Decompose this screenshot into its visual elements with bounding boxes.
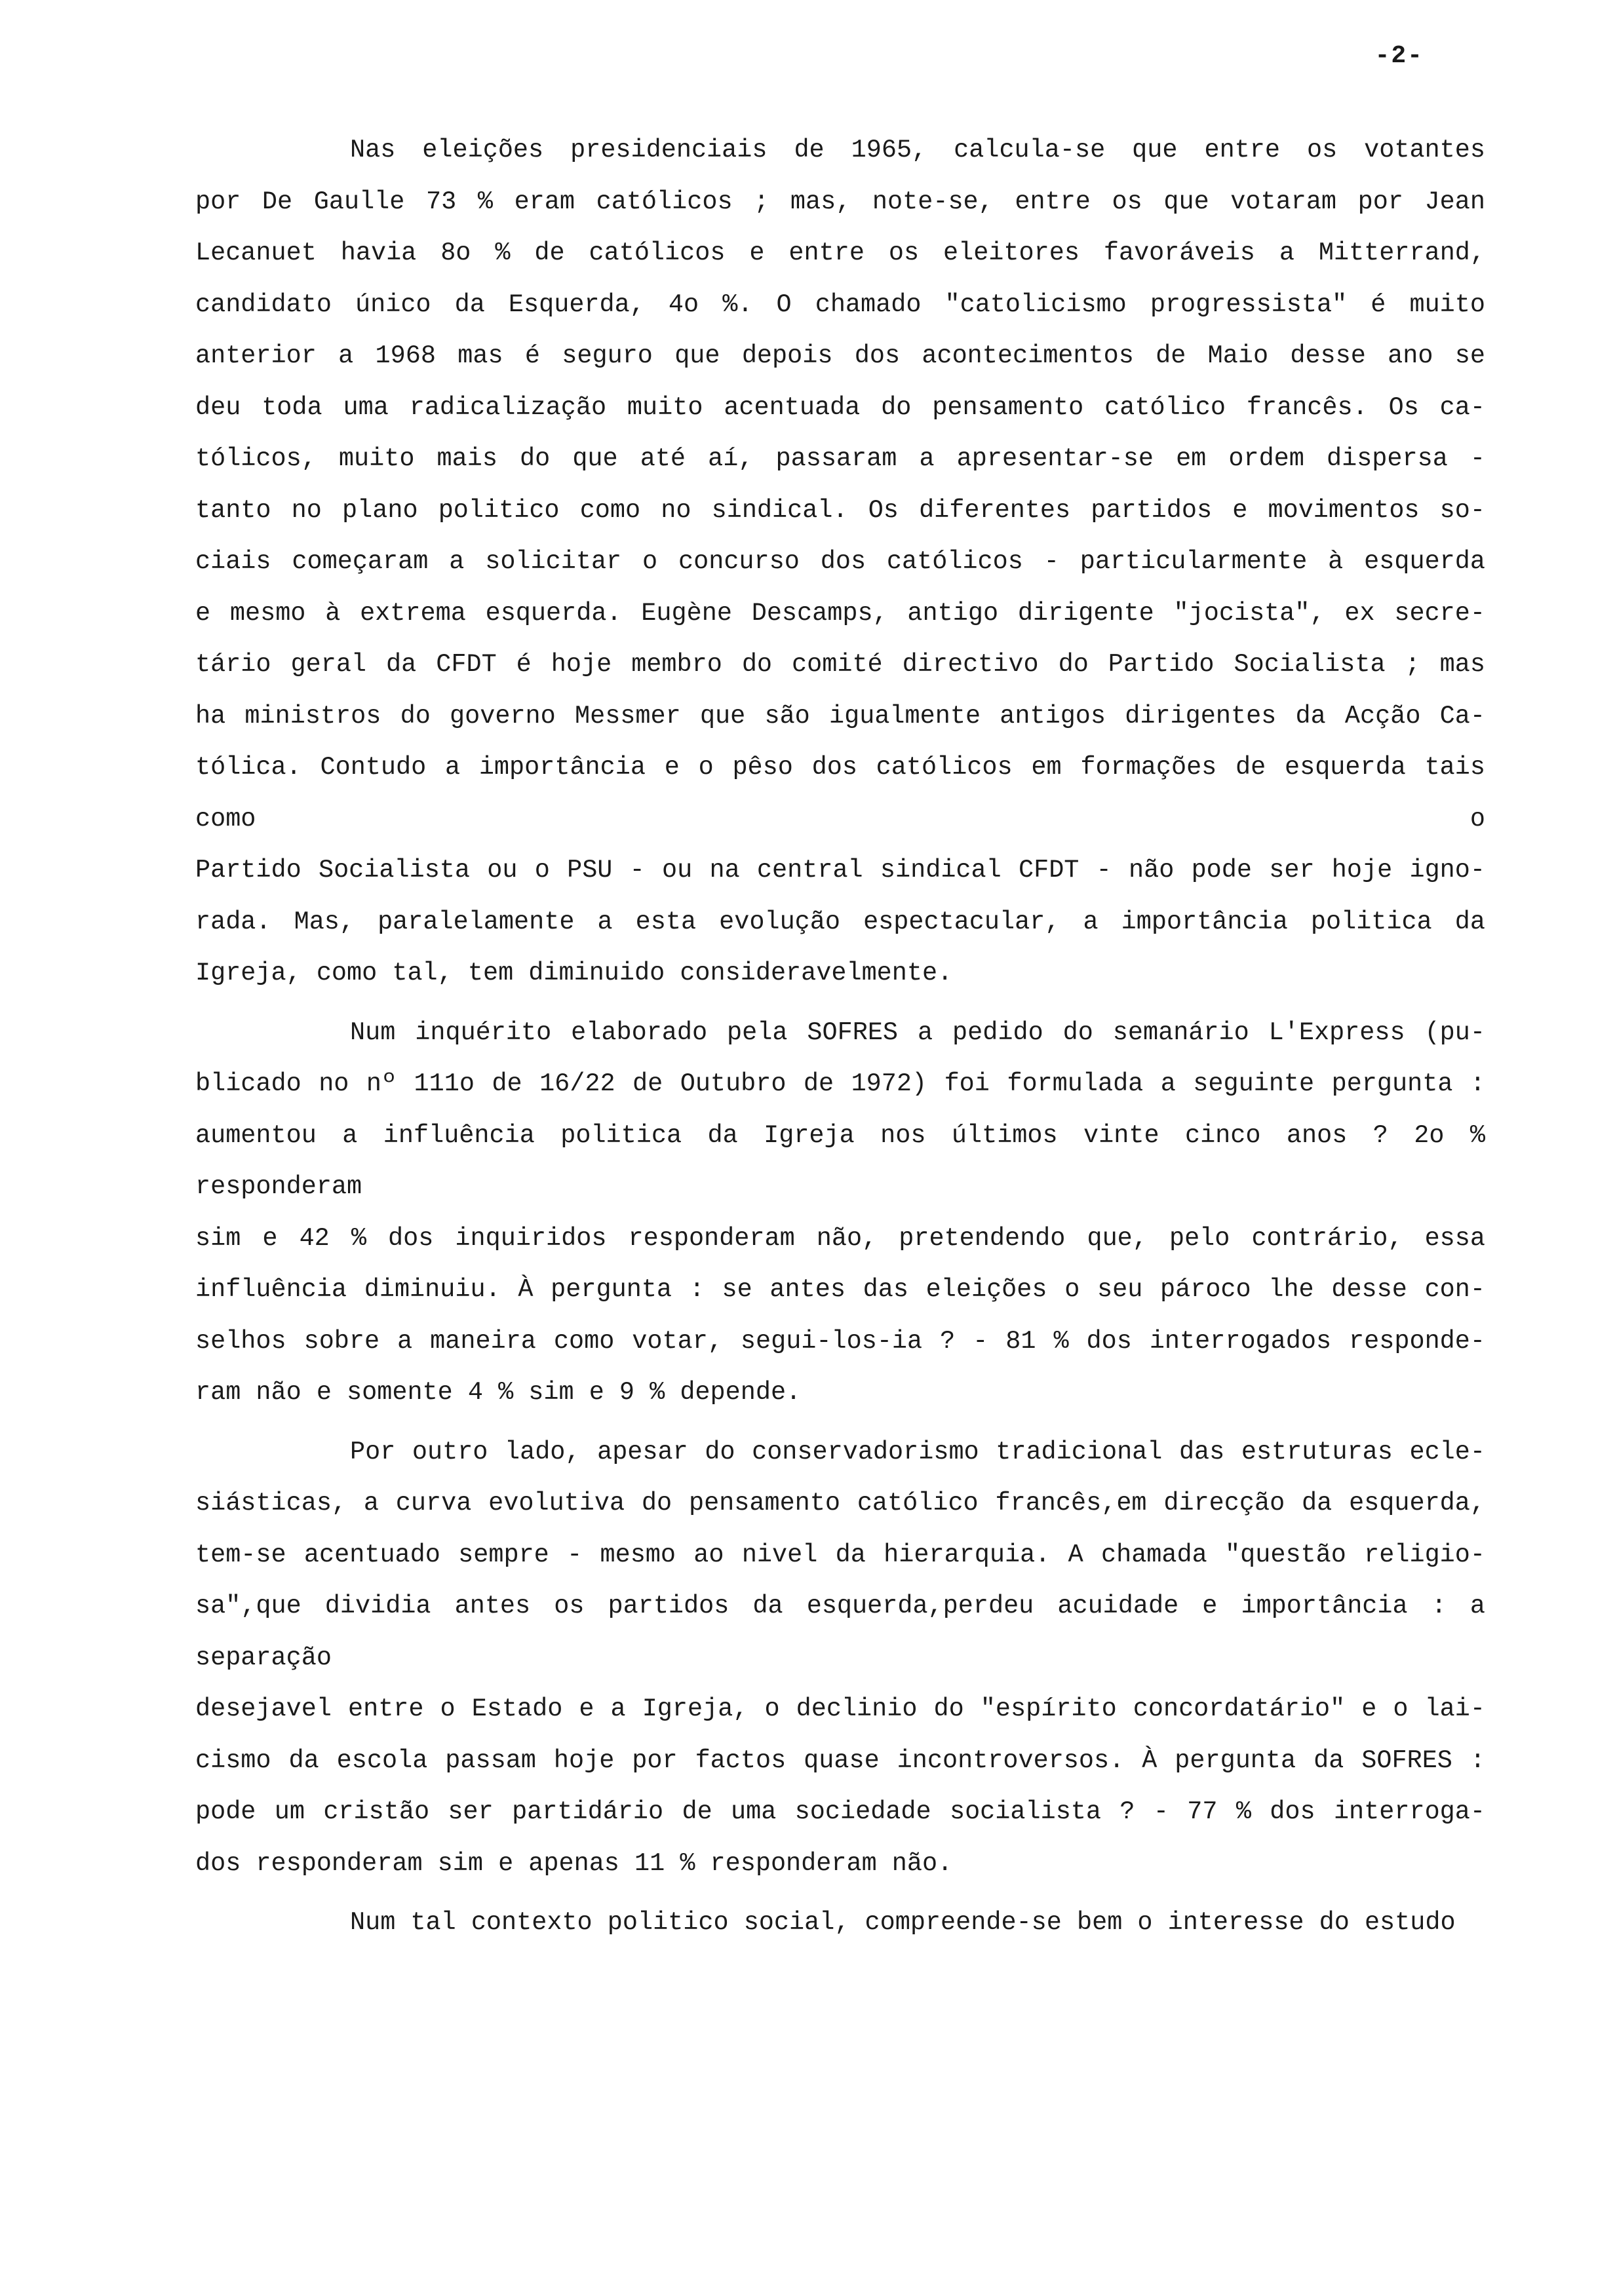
text-line: tário geral da CFDT é hoje membro do comité directivo do Partido Socialista ; mas [195, 650, 1485, 679]
text-line: aumentou a influência politica da Igreja nos últimos vinte cinco anos ? 2o % responderam [195, 1120, 1485, 1201]
text-line: Partido Socialista ou o PSU - ou na central sindical CFDT - não pode ser hoje igno- [195, 856, 1485, 885]
text-line: Por outro lado, apesar do conservadorismo tradicional das estruturas ecle- [350, 1437, 1485, 1466]
text-line: rada. Mas, paralelamente a esta evolução espectacular, a importância politica da [195, 907, 1485, 936]
text-line: ha ministros do governo Messmer que são igualmente antigos dirigentes da Acção Ca- [195, 701, 1485, 731]
text-line: Igreja, como tal, tem diminuido consideravelmente. [195, 959, 953, 987]
text-line: siásticas, a curva evolutiva do pensamento católico francês,em direcção da esquerda, [195, 1489, 1485, 1518]
text-line: Nas eleições presidenciais de 1965, calcula-se que entre os votantes [350, 136, 1485, 164]
document-body [195, 124, 1485, 1949]
text-line: desejavel entre o Estado e a Igreja, o declinio do "espírito concordatário" e o lai- [195, 1694, 1485, 1723]
paragraph [195, 1007, 1485, 1419]
text-line: blicado no nº 111o de 16/22 de Outubro de 1972) foi formulada a seguinte pergunta : [195, 1069, 1485, 1098]
text-line: Num inquérito elaborado pela SOFRES a pedido do semanário L'Express (pu- [350, 1018, 1485, 1047]
text-line: selhos sobre a maneira como votar, segui-los-ia ? - 81 % dos interrogados responde- [195, 1326, 1485, 1356]
text-line: Lecanuet havia 8o % de católicos e entre os eleitores favoráveis a Mitterrand, [195, 239, 1485, 267]
text-line: tanto no plano politico como no sindical. Os diferentes partidos e movimentos so- [195, 495, 1485, 525]
paragraph [195, 124, 1485, 999]
text-line: anterior a 1968 mas é seguro que depois dos acontecimentos de Maio desse ano se [195, 341, 1485, 370]
text-line: deu toda uma radicalização muito acentuada do pensamento católico francês. Os ca- [195, 392, 1485, 422]
paragraph [195, 1897, 1485, 1949]
text-line: ciais começaram a solicitar o concurso dos católicos - particularmente à esquerda [195, 547, 1485, 576]
text-line: sim e 42 % dos inquiridos responderam não, pretendendo que, pelo contrário, essa [195, 1223, 1485, 1253]
page-number: -2- [1374, 42, 1424, 70]
paragraph [195, 1426, 1485, 1890]
text-line: cismo da escola passam hoje por factos quase incontroversos. À pergunta da SOFRES : [195, 1746, 1485, 1775]
text-line: pode um cristão ser partidário de uma sociedade socialista ? - 77 % dos interroga- [195, 1797, 1485, 1826]
text-line: tólica. Contudo a importância e o pêso dos católicos em formações de esquerda tais como o [195, 753, 1485, 833]
text-line: tólicos, muito mais do que até aí, passaram a apresentar-se em ordem dispersa - [195, 444, 1485, 473]
text-line: candidato único da Esquerda, 4o %. O chamado "catolicismo progressista" é muito [195, 290, 1485, 319]
text-line: ram não e somente 4 % sim e 9 % depende. [195, 1378, 802, 1407]
text-line: influência diminuiu. À pergunta : se antes das eleições o seu pároco lhe desse con- [195, 1275, 1485, 1304]
text-line: Num tal contexto politico social, compreende-se bem o interesse do estudo [350, 1908, 1456, 1937]
text-line: sa",que dividia antes os partidos da esquerda,perdeu acuidade e importância : a separação [195, 1592, 1485, 1672]
text-line: dos responderam sim e apenas 11 % responderam não. [195, 1848, 953, 1878]
text-line: tem-se acentuado sempre - mesmo ao nivel da hierarquia. A chamada "questão religio- [195, 1540, 1485, 1569]
text-line: por De Gaulle 73 % eram católicos ; mas, note-se, entre os que votaram por Jean [195, 187, 1485, 216]
text-line: e mesmo à extrema esquerda. Eugène Descamps, antigo dirigente "jocista", ex secre- [195, 598, 1485, 628]
